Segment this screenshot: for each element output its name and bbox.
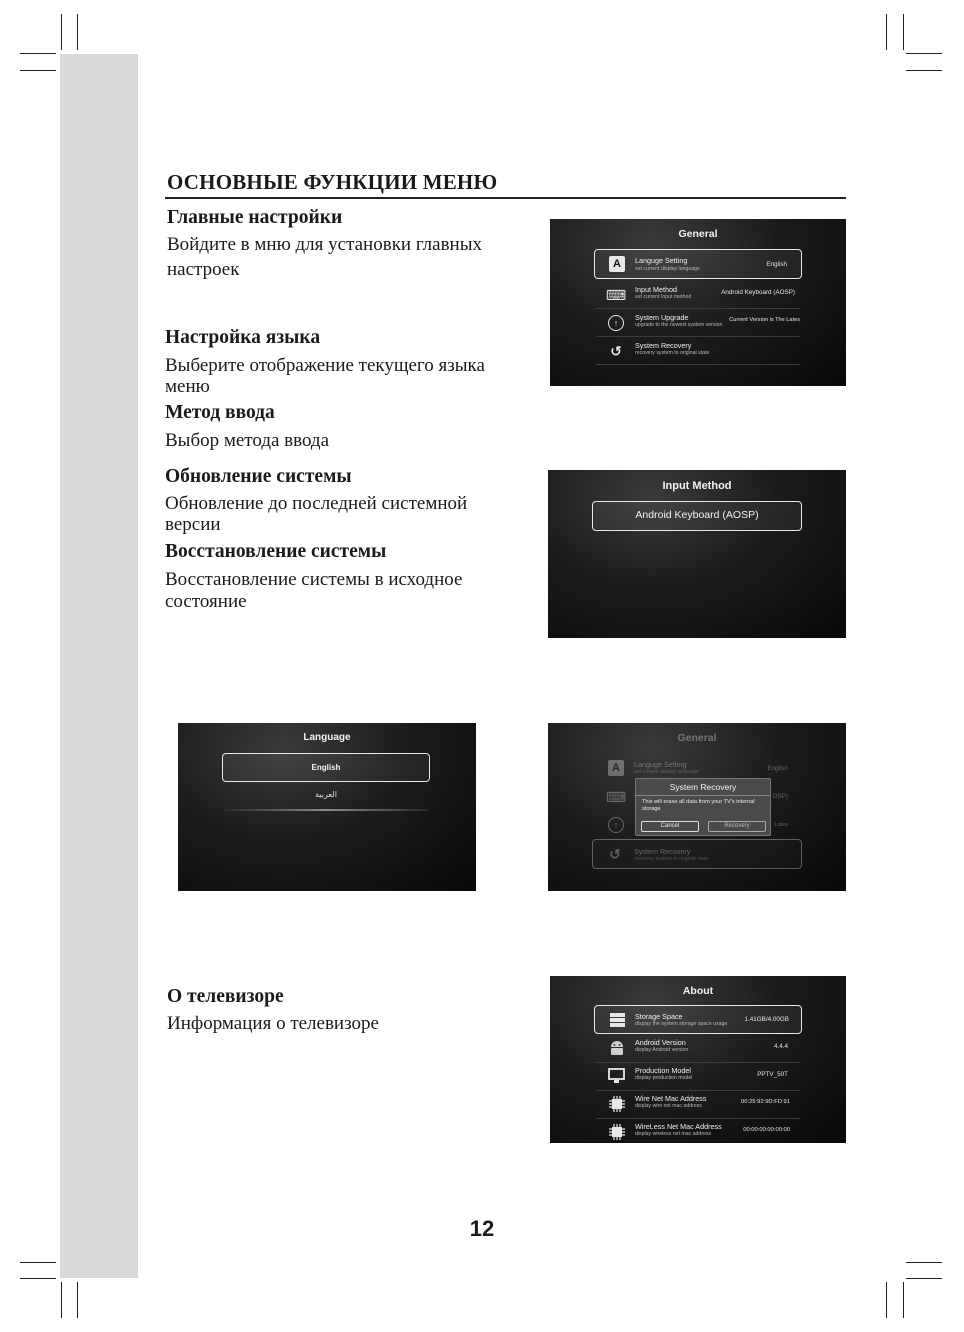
language-option-arabic[interactable]: العربية — [315, 790, 337, 799]
row-value: 00:00:00:00:00:00 — [743, 1127, 790, 1133]
about-heading: О телевизоре — [167, 986, 284, 1007]
page-title: ОСНОВНЫЕ ФУНКЦИИ МЕНЮ — [167, 170, 498, 194]
input-text-line1: Выбор метода ввода — [165, 430, 330, 451]
language-heading: Настройка языка — [165, 327, 321, 348]
language-icon: A — [608, 760, 624, 776]
row-value: English — [766, 261, 787, 268]
system-recovery-row[interactable] — [592, 839, 802, 869]
recovery-text-line2: состояние — [165, 591, 247, 612]
language-text-line1: Выберите отображение текущего языка — [165, 355, 485, 376]
upgrade-heading: Обновление системы — [165, 466, 352, 487]
input-method-screen — [548, 470, 846, 638]
general-heading: Главные настройки — [167, 207, 343, 228]
recovery-button[interactable]: Recovery — [708, 821, 766, 832]
row-subtitle: display production model — [635, 1075, 693, 1081]
general-text-line2: настроек — [167, 259, 240, 280]
system-recovery-row[interactable] — [594, 337, 802, 365]
crop-mark — [20, 70, 56, 71]
cancel-button[interactable]: Cancel — [641, 821, 699, 832]
android-version-row[interactable] — [594, 1035, 802, 1063]
page-sidebar-band — [60, 54, 138, 1278]
crop-mark — [77, 1282, 78, 1318]
crop-mark — [61, 1282, 62, 1318]
keyboard-icon: ⌨ — [605, 286, 627, 303]
row-title: Production Model — [635, 1066, 691, 1075]
row-subtitle: set current Input method — [635, 294, 692, 300]
row-value: Current Version is The Lates — [729, 317, 800, 323]
row-subtitle: recovery system to original state — [635, 350, 710, 356]
recovery-text-line1: Восстановление системы в исходное — [165, 569, 463, 590]
row-value: PPTV_50T — [757, 1071, 788, 1078]
crop-mark — [886, 14, 887, 50]
recovery-icon: ↺ — [609, 845, 621, 862]
general-screen — [550, 219, 846, 386]
dialog-title: System Recovery — [669, 782, 737, 792]
crop-mark — [886, 1282, 887, 1318]
recovery-dialog — [635, 778, 771, 836]
dialog-divider — [636, 795, 770, 796]
row-title: System Recovery — [634, 847, 691, 856]
production-model-row[interactable] — [594, 1063, 802, 1091]
upgrade-icon: ↑ — [608, 817, 624, 833]
row-subtitle: display Android version — [635, 1047, 689, 1053]
keyboard-option[interactable] — [592, 501, 802, 531]
row-divider — [596, 364, 800, 365]
row-value: 1.41GB/4.00GB — [744, 1016, 789, 1023]
title-divider — [165, 197, 846, 199]
storage-row[interactable] — [594, 1005, 802, 1034]
row-subtitle: display wireless net mac address — [635, 1131, 712, 1137]
upgrade-icon: ↑ — [608, 315, 624, 331]
recovery-heading: Восстановление системы — [165, 541, 387, 562]
screen-title: Input Method — [662, 480, 732, 492]
crop-mark — [20, 1262, 56, 1263]
language-screen — [178, 723, 476, 891]
crop-mark — [20, 1278, 56, 1279]
crop-mark — [903, 1282, 904, 1318]
recovery-screen — [548, 723, 846, 891]
page-number: 12 — [469, 1216, 495, 1241]
row-subtitle: upgrade to the newest system version — [635, 322, 723, 328]
input-heading: Метод ввода — [165, 402, 275, 423]
screen-title: Language — [303, 732, 351, 743]
row-value: Android Keyboard (AOSP) — [721, 289, 795, 296]
row-subtitle: set current display language — [635, 266, 700, 272]
screen-title: General — [677, 732, 717, 744]
row-subtitle: set current display language — [634, 769, 699, 775]
input-method-row[interactable] — [594, 281, 802, 309]
row-value: 4.4.4 — [773, 1043, 788, 1050]
scroll-indicator — [224, 809, 428, 811]
row-title: Wire Net Mac Address — [635, 1094, 707, 1103]
storage-icon — [609, 1012, 626, 1028]
dialog-message: This will erase all data from your TV's internal storage — [642, 799, 755, 812]
row-subtitle: recovery system to original state — [634, 856, 709, 862]
recovery-icon: ↺ — [610, 342, 622, 359]
android-icon — [608, 1039, 626, 1057]
row-value: 00:25:92:9D:FD:91 — [741, 1099, 790, 1105]
row-subtitle: display the system storage space usage — [635, 1021, 728, 1027]
system-upgrade-row[interactable] — [594, 309, 802, 337]
chip-icon — [608, 1123, 626, 1141]
keyboard-icon: ⌨ — [605, 788, 627, 805]
row-value: Lates — [774, 822, 788, 828]
crop-mark — [906, 1262, 942, 1263]
chip-icon — [608, 1095, 626, 1113]
crop-mark — [906, 70, 942, 71]
row-title: Languge Setting — [634, 760, 687, 769]
row-title: Input Method — [635, 285, 677, 294]
row-title: Storage Space — [635, 1012, 683, 1021]
crop-mark — [903, 14, 904, 50]
row-subtitle: display wire net mac address — [635, 1103, 702, 1109]
language-option-english[interactable] — [222, 753, 430, 782]
option-label: English — [311, 763, 341, 772]
upgrade-text-line2: версии — [165, 514, 221, 535]
language-setting-row[interactable] — [594, 249, 802, 279]
row-title: WireLess Net Mac Address — [635, 1122, 722, 1131]
screen-title: General — [678, 228, 718, 240]
row-title: System Upgrade — [635, 313, 689, 322]
row-value: OSP) — [772, 793, 788, 800]
screen-title: About — [682, 985, 714, 997]
language-icon: A — [609, 256, 625, 272]
about-screen — [550, 976, 846, 1143]
crop-mark — [77, 14, 78, 50]
option-label: Android Keyboard (AOSP) — [635, 509, 759, 521]
wireless-mac-row[interactable] — [594, 1119, 802, 1143]
crop-mark — [61, 14, 62, 50]
row-value: English — [767, 765, 788, 772]
general-text-line1: Войдите в мню для установки главных — [167, 234, 482, 255]
row-title: Languge Setting — [635, 256, 688, 265]
row-title: System Recovery — [635, 341, 692, 350]
wire-mac-row[interactable] — [594, 1091, 802, 1119]
crop-mark — [906, 1278, 942, 1279]
upgrade-text-line1: Обновление до последней системной — [165, 493, 468, 514]
monitor-icon — [608, 1068, 625, 1084]
crop-mark — [906, 53, 942, 54]
crop-mark — [20, 53, 56, 54]
row-title: Android Version — [635, 1038, 686, 1047]
about-text-line1: Информация о телевизоре — [167, 1013, 379, 1034]
language-text-line2: меню — [165, 376, 210, 397]
